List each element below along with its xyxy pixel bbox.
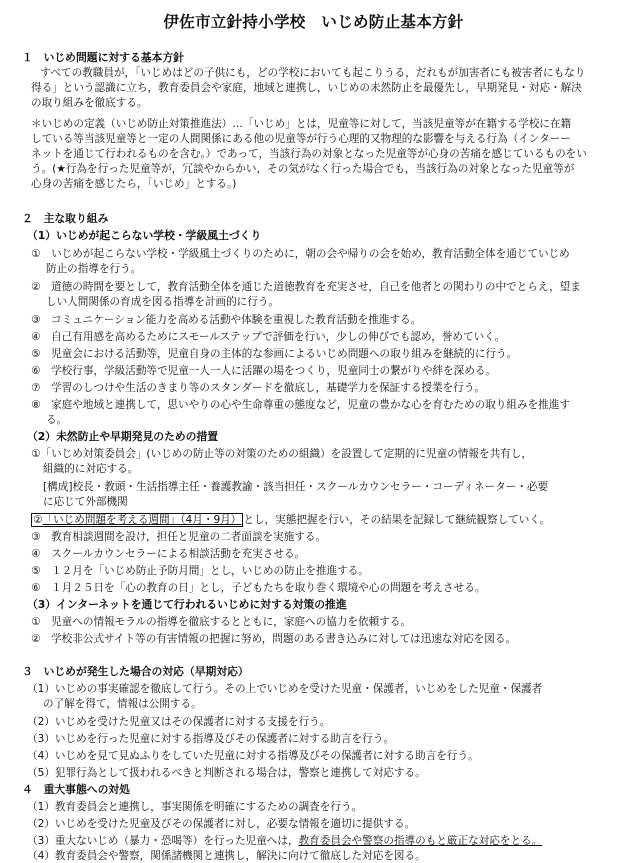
list-item: ⑥ １月２５日を「心の教育の日」とし，子どもたちを取り巻く環境や心の問題を考えさせる。 <box>31 582 486 594</box>
underlined-guidance: 教育委員会や警察の指導のもと厳正な対応をとる。 <box>298 835 543 847</box>
subsection-2-1-heading: （1）いじめが起こらない学校・学級風土づくり <box>27 229 262 242</box>
s1-text-line: 得る」という認識に立ち，教育委員会や家庭，地域と連携し，いじめの未然防止を最優先し，早期発見・対応・解決 <box>31 82 582 94</box>
list-item: ⑤ 児童会における活動等，児童自身の主体的な参画によるいじめ問題への取り組みを継続的に行う。 <box>31 348 518 360</box>
definition-line: ネットを通じて行われるものを含む。）であって，当該行為の対象となった児童等が心身の苦痛を感じているものをい <box>31 148 587 160</box>
list-item: に応じて外部機関 <box>43 496 128 508</box>
composition-members: 校長・教頭・生活指導主任・養護教諭・該当担任・スクールカウンセラー・コーディネーター・必要 <box>72 481 549 493</box>
week-name: 「いじめ問題を考える週間」（4月・9月） <box>42 514 242 526</box>
section-4-heading: ４ 重大事態への対処 <box>22 783 130 796</box>
list-item: （1）教育委員会と連携し，事実関係を明確にするための調査を行う。 <box>27 801 363 813</box>
list-item: ① いじめが起こらない学校・学級風土づくりのために，朝の会や帰りの会を始め，教育活動全体を通じていじめ <box>31 248 570 260</box>
subsection-2-3-heading: （3）インターネットを通じて行われるいじめに対する対策の推進 <box>27 598 347 611</box>
list-item: （2）いじめを受けた児童及びその保護者に対し，必要な情報を適切に提供する。 <box>27 818 416 830</box>
list-item-composition <box>43 480 548 494</box>
list-item: ③ 教育相談週間を設け，担任と児童の二者面談を実施する。 <box>31 531 327 543</box>
list-item: ④ 自己有用感を高めるためにスモールステップで評価を行い，少しの伸びでも認め，誉めていく。 <box>31 331 506 343</box>
list-item: 防止の指導を行う。 <box>46 263 142 275</box>
composition-label: [構成] <box>43 481 73 493</box>
subsection-2-2-heading: （2）未然防止や早期発見のための措置 <box>27 430 219 443</box>
definition-line: 心身の苦痛を感じたら，「いじめ」とする。) <box>31 178 237 190</box>
list-item: の了解を得て，情報は公開する。 <box>43 698 202 710</box>
list-item: （1）いじめの事実確認を徹底して行う。その上でいじめを受けた児童・保護者，いじめをした児童・保護者 <box>27 683 543 695</box>
list-item: ⑥ 学校行事，学級活動等で児童一人一人に活躍の場をつくり，児童同士の繋がりや絆を深める。 <box>31 365 497 377</box>
list-item: （3）いじめを行った児童に対する指導及びその保護者に対する助言を行う。 <box>27 733 394 745</box>
list-item: しい人間関係の育成を図る指導を計画的に行う。 <box>46 296 280 308</box>
section-1-heading: １ いじめ問題に対する基本方針 <box>22 51 184 64</box>
s1-text-line: の取り組みを徹底する。 <box>31 97 148 109</box>
list-item-serious: （3）重大ないじめ（暴力・恐喝等）を行った児童へは，教育委員会や警察の指導のもと厳正な対応をとる。 <box>27 835 543 847</box>
week-text: とし，実態把握を行い，その結果を記録して継続観察していく。 <box>243 514 551 526</box>
section-2-heading: ２ 主な取り組み <box>22 212 109 225</box>
list-item: ③ コミュニケーション能力を高める活動や体験を重視した教育活動を推進する。 <box>31 314 422 326</box>
list-item: ①「いじめ対策委員会」(いじめの防止等の対策のための組織）を設置して定期的に児童の情報を共有し， <box>31 448 532 460</box>
list-item: （2）いじめを受けた児童又はその保護者に対する支援を行う。 <box>27 716 331 728</box>
list-item: ① 児童への情報モラルの指導を徹底するとともに，家庭への協力を依頼する。 <box>31 616 411 628</box>
section-3-heading: ３ いじめが発生した場合の対応（早期対応） <box>22 665 249 678</box>
definition-line: ＊いじめの定義（いじめ防止対策推進法）…「いじめ」とは，児童等に対して，当該児童等が在籍する学校に在籍 <box>31 118 572 130</box>
list-item: ② 道徳の時間を要として，教育活動全体を通じた道徳教育を充実させ，自己を他者との関わりの中でとらえ，望ま <box>31 281 581 293</box>
list-item: （4）教育委員会や警察，関係諸機関と連携し，解決に向けて徹底した対応を図る。 <box>27 850 426 862</box>
list-item: ② 学校非公式サイト等の有害情報の把握に努め，問題のある書き込みに対しては迅速な対応を図る。 <box>31 633 517 645</box>
document-title: 伊佐市立針持小学校 いじめ防止基本方針 <box>163 13 464 31</box>
list-item: る。 <box>46 414 68 426</box>
list-item: ⑧ 家庭や地域と連携して，思いやりの心や生命尊重の態度など，児童の豊かな心を育むための取り組みを推進す <box>31 399 570 411</box>
list-item: （5）犯罪行為として扱われるべきと判断される場合は，警察と連携して対応する。 <box>27 767 426 779</box>
list-item: ④ スクールカウンセラーによる相談活動を充実させる。 <box>31 548 306 560</box>
s1-text-line: すべての教職員が，「いじめはどの子供にも，どの学校においても起こりうる，だれもが加害者にも被害者にもなり <box>40 67 586 79</box>
definition-line: している等当該児童等と一定の人間関係にある他の児童等が行う心理的又物理的な影響を与える行為（インターー <box>31 133 571 145</box>
definition-line: う。(★行為を行った児童等が，冗談やからかい，その気がなく行った場合でも，当該行為の対象となった児童等が <box>31 163 575 175</box>
list-item: 組織的に対応する。 <box>43 463 139 475</box>
list-item: ⑤ １２月を「いじめ防止予防月間」とし，いじめの防止を推進する。 <box>31 565 369 577</box>
week-box: ②「いじめ問題を考える週間」（4月・9月） <box>33 514 242 526</box>
list-item-week <box>31 513 550 527</box>
list-item: （4）いじめを見て見ぬふりをしていた児童に対する指導及びその保護者に対する助言を行う。 <box>27 750 479 762</box>
list-item: ⑦ 学習のしつけや生活のきまり等のスタンダードを徹底し，基礎学力を保証する授業を行う。 <box>31 382 486 394</box>
